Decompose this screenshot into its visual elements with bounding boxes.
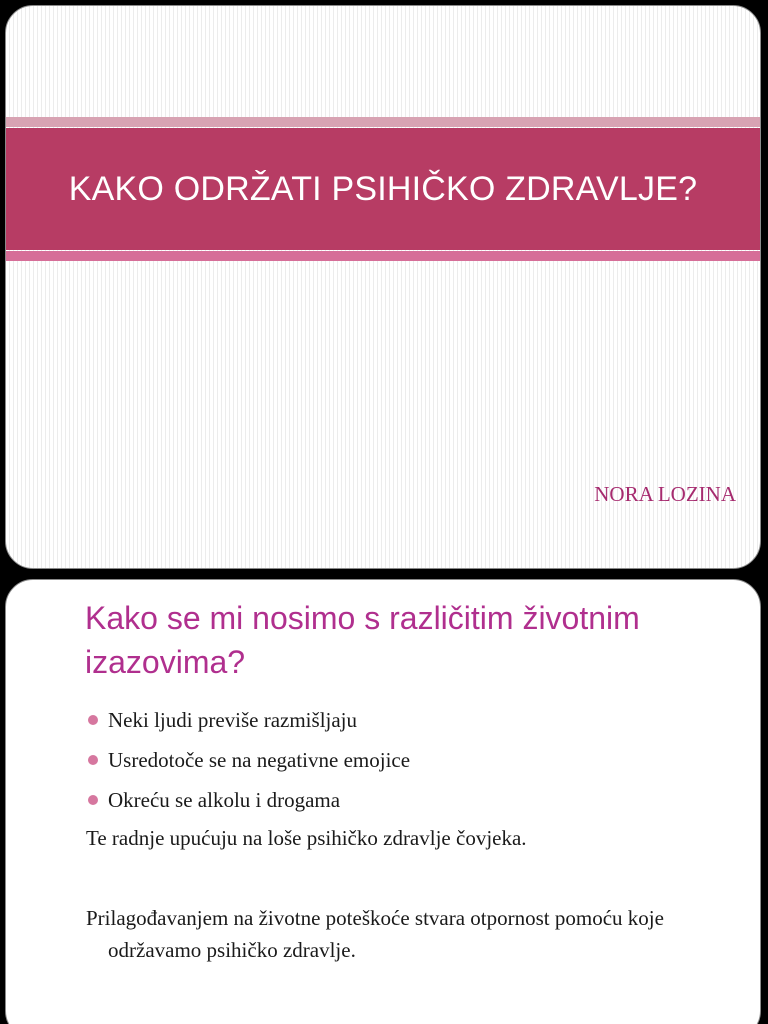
bullet-text: Usredotoče se na negativne emojice [108,748,411,772]
paragraph: Prilagođavanjem na životne poteškoće stvara otpornost pomoću koje održavamo psihičko zdravlje. [86,906,664,962]
paragraph: Te radnje upućuju na loše psihičko zdravlje čovjeka. [86,826,527,850]
author-name: NORA LOZINA [594,482,736,506]
bullet-dot-icon [88,715,98,725]
title-band [6,128,760,250]
bullet-item [86,700,410,740]
title-band-lower-stripe [6,251,760,261]
title-band-upper-stripe [6,117,760,127]
content-slide [5,579,761,1024]
bullet-text: Neki ljudi previše razmišljaju [108,708,358,732]
slide-heading: Kako se mi nosimo s različitim životnim izazovima? [85,600,640,680]
bullet-text: Okreću se alkolu i drogama [108,788,341,812]
bullet-item [86,780,410,820]
bullet-dot-icon [88,795,98,805]
title-slide [5,5,761,569]
bullet-list [86,700,410,820]
slide-title: KAKO ODRŽATI PSIHIČKO ZDRAVLJE? [68,169,698,208]
bullet-item [86,740,410,780]
bullet-dot-icon [88,755,98,765]
